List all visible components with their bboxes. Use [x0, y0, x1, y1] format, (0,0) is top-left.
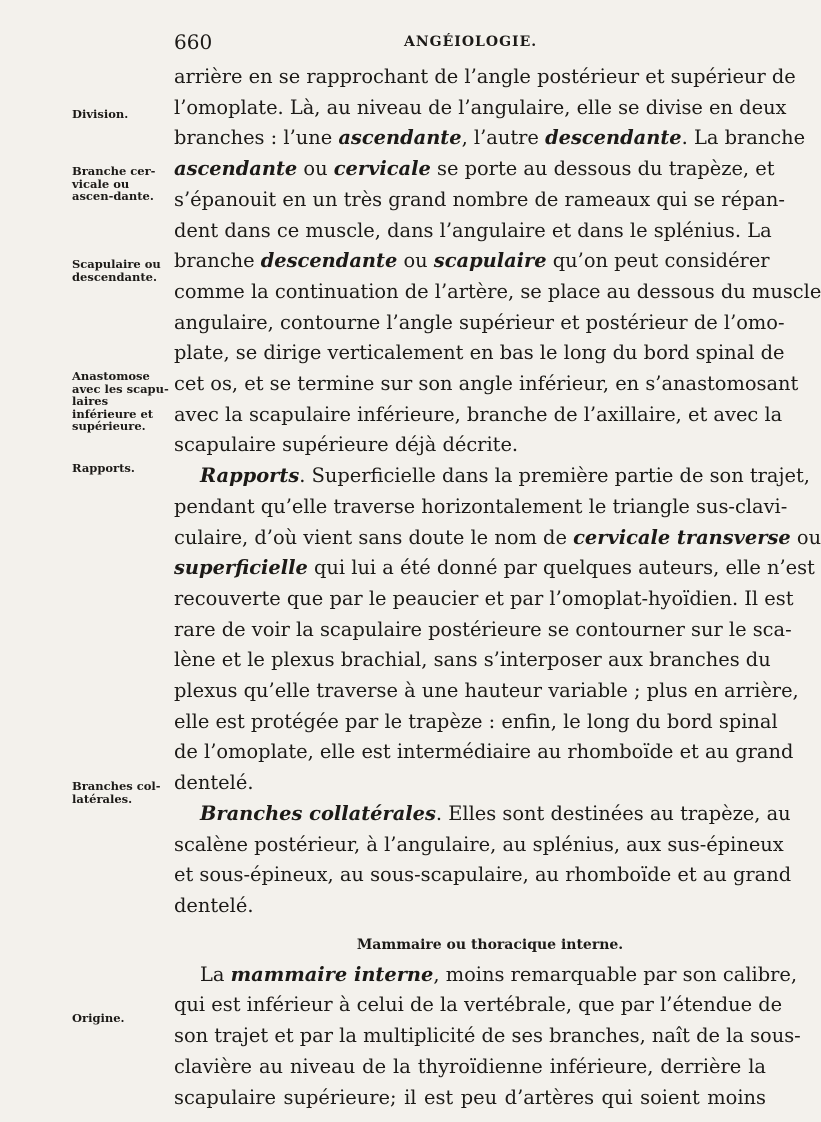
- paragraph-rapports: [174, 461, 821, 799]
- text-line: recouverte que par le peaucier et par l’omoplat-hyoïdien. Il est: [174, 586, 794, 610]
- paragraph-mammaire: [174, 960, 801, 1114]
- text-line: scapulaire supérieure; il est peu d’artères qui soient moins: [174, 1085, 766, 1109]
- page-number: 660: [174, 30, 213, 54]
- paragraph-branches-collaterales: [174, 799, 792, 922]
- text-line: clavière au niveau de la thyroïdienne inférieure, derrière la: [174, 1054, 766, 1078]
- text-line: La mammaire interne, moins remarquable par son calibre,: [200, 962, 798, 986]
- margin-note-rapports: Rapports.: [72, 461, 135, 475]
- text-line: cet os, et se termine sur son angle inférieur, en s’anastomosant: [174, 372, 799, 396]
- margin-note-anastomose: Anastomose avec les scapu-laires inférieure et supérieure.: [72, 369, 169, 433]
- text-line: avec la scapulaire inférieure, branche de l’axillaire, et avec la: [174, 402, 783, 426]
- text-line: Rapports. Superficielle dans la première partie de son trajet,: [200, 464, 810, 488]
- text-line: branches : l’une ascendante, l’autre descendante. La branche: [174, 126, 806, 150]
- margin-note-scapulaire: Scapulaire ou descendante.: [72, 257, 161, 284]
- text-line: rare de voir la scapulaire postérieure se contourner sur le sca-: [174, 617, 792, 641]
- text-line: dent dans ce muscle, dans l’angulaire et dans le splénius. La: [174, 218, 772, 242]
- section-heading: Mammaire ou thoracique interne.: [356, 936, 624, 953]
- text-line: culaire, d’où vient sans doute le nom de cervicale transverse ou: [174, 525, 821, 549]
- text-line: scapulaire supérieure déjà décrite.: [174, 433, 519, 457]
- margin-note-division: Division.: [72, 107, 129, 121]
- text-line: dentelé.: [174, 771, 254, 795]
- margin-note-origine: Origine.: [72, 1011, 125, 1025]
- emphasis-term: descendante: [545, 126, 682, 150]
- text-line: plexus qu’elle traverse à une hauteur variable ; plus en arrière,: [174, 679, 799, 703]
- text-line: plate, se dirige verticalement en bas le long du bord spinal de: [174, 341, 785, 365]
- text-line: son trajet et par la multiplicité de ses branches, naît de la sous-: [174, 1024, 801, 1048]
- text-line: arrière en se rapprochant de l’angle postérieur et supérieur de: [174, 65, 796, 88]
- text-line: angulaire, contourne l’angle supérieur et postérieur de l’omo-: [174, 310, 785, 334]
- emphasis-term: mammaire interne: [230, 962, 434, 986]
- body-text: [174, 62, 821, 1113]
- emphasis-term: Rapports: [200, 464, 300, 488]
- page-header: [174, 30, 764, 54]
- running-title: ANGÉIOLOGIE.: [404, 34, 538, 50]
- text-line: comme la continuation de l’artère, se place au dessous du muscle: [174, 279, 821, 303]
- text-line: superficielle qui lui a été donné par quelques auteurs, elle n’est: [174, 556, 815, 580]
- text-line: pendant qu’elle traverse horizontalement le triangle sus-clavi-: [174, 494, 788, 518]
- text-line: Branches collatérales. Elles sont destinées au trapèze, au: [200, 801, 791, 825]
- text-line: ascendante ou cervicale se porte au dessous du trapèze, et: [174, 157, 775, 181]
- margin-note-branches-collaterales: Branches col-latérales.: [72, 779, 161, 806]
- emphasis-term: superficielle: [174, 556, 308, 580]
- emphasis-term: ascendante: [338, 126, 462, 150]
- text-line: l’omoplate. Là, au niveau de l’angulaire, elle se divise en deux: [174, 95, 787, 119]
- emphasis-term: ascendante: [174, 157, 298, 181]
- text-line: elle est protégée par le trapèze : enfin, le long du bord spinal: [174, 709, 778, 733]
- text-line: et sous-épineux, au sous-scapulaire, au rhomboïde et au grand: [174, 863, 792, 887]
- text-line: branche descendante ou scapulaire qu’on peut considérer: [174, 249, 770, 273]
- emphasis-term: Branches collatérales: [200, 801, 436, 825]
- emphasis-term: scapulaire: [433, 249, 547, 273]
- paragraph-division: [174, 62, 821, 461]
- emphasis-term: descendante: [260, 249, 398, 273]
- text-line: s’épanouit en un très grand nombre de rameaux qui se répan-: [174, 187, 785, 211]
- text-line: dentelé.: [174, 893, 254, 917]
- margin-note-branche-cervicale: Branche cer-vicale ou ascen-dante.: [72, 164, 156, 203]
- text-line: scalène postérieur, à l’angulaire, au splénius, aux sus-épineux: [174, 832, 784, 856]
- text-line: qui est inférieur à celui de la vertébrale, que par l’étendue de: [174, 993, 783, 1017]
- text-line: lène et le plexus brachial, sans s’interposer aux branches du: [174, 648, 771, 672]
- text-line: de l’omoplate, elle est intermédiaire au rhomboïde et au grand: [174, 740, 794, 764]
- emphasis-term: cervicale transverse: [573, 525, 791, 549]
- emphasis-term: cervicale: [333, 157, 431, 181]
